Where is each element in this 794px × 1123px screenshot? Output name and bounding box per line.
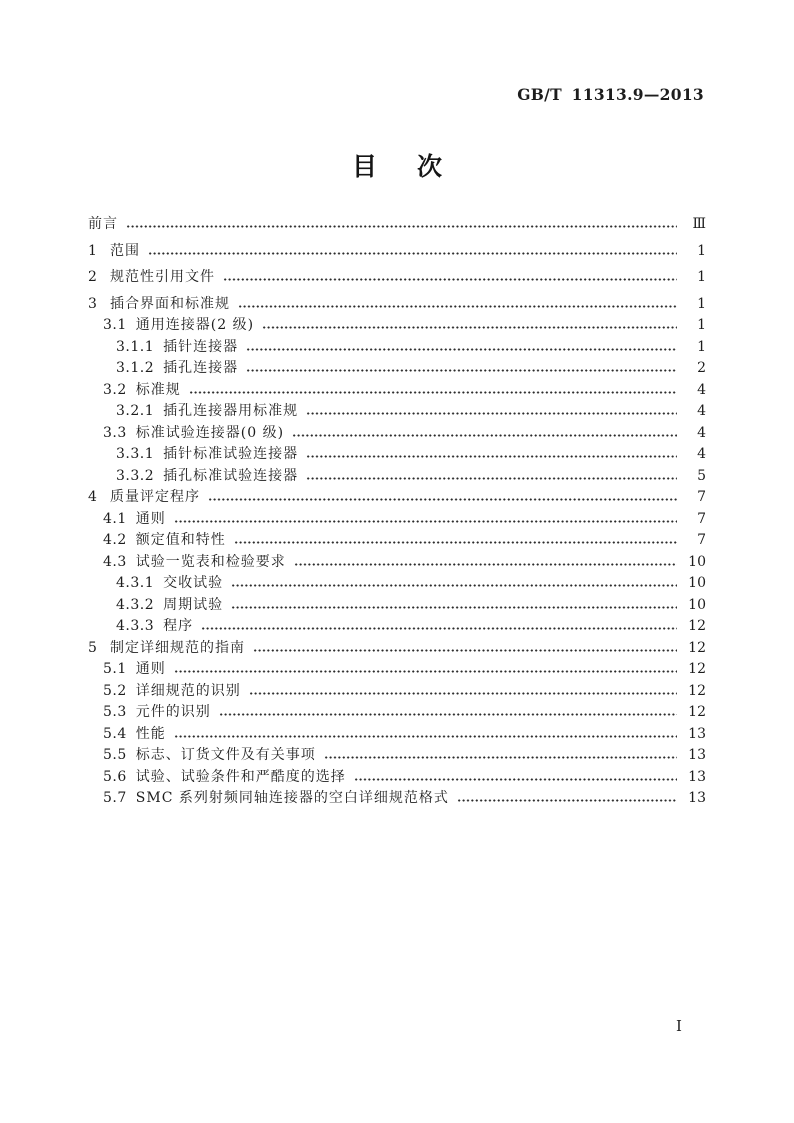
- toc-leader-dots: [306, 476, 677, 481]
- toc-entry-number: 3.1: [103, 317, 127, 333]
- toc-leader-dots: [219, 712, 677, 717]
- toc-entry-page: 12: [688, 639, 706, 656]
- toc-entry-label: 性能: [135, 725, 166, 742]
- toc-entry: [88, 267, 706, 289]
- toc-leader-dots: [249, 691, 677, 696]
- toc-leader-dots: [231, 605, 677, 610]
- toc-entry-number: 4.3.3: [116, 618, 155, 634]
- toc-entry-number: 4.3.2: [116, 596, 155, 613]
- toc-entry-number: 3: [88, 295, 98, 312]
- toc-entry-number: 5.7: [103, 790, 127, 806]
- toc-entry-number: 4: [88, 489, 98, 505]
- toc-entry: [88, 767, 706, 789]
- toc-entry-label: 制定详细规范的指南: [110, 639, 245, 656]
- toc-entry-number: 3.2.1: [116, 403, 155, 419]
- toc-entry-number: 3.2: [103, 381, 127, 398]
- toc-entry-number: 3.3.2: [116, 467, 155, 484]
- toc-entry-label: 周期试验: [163, 596, 224, 613]
- toc-entry: [88, 702, 706, 724]
- toc-entry: [88, 466, 706, 488]
- toc-leader-dots: [189, 390, 677, 395]
- toc-entry-number: 5.1: [103, 661, 127, 677]
- toc-entry-label: 元件的识别: [135, 704, 211, 720]
- toc-entry-number: 4.2: [103, 532, 127, 548]
- toc-leader-dots: [246, 347, 677, 352]
- toc-entry-page: 4: [697, 381, 706, 398]
- toc-entry-label: 插合界面和标准规: [110, 295, 230, 312]
- toc-entry-number: 5.3: [103, 704, 127, 720]
- toc-entry-page: 1: [697, 295, 706, 312]
- toc-entry-label: 额定值和特性: [135, 532, 226, 548]
- toc-entry-label: 试验、试验条件和严酷度的选择: [135, 768, 346, 785]
- toc-entry-page: 5: [697, 467, 706, 484]
- folio-page-number: I: [676, 1017, 683, 1035]
- toc-entry-page: 1: [697, 269, 706, 285]
- toc-entry-number: 5: [88, 639, 98, 656]
- toc-entry-number: 3.1.1: [116, 338, 155, 355]
- toc-entry-number: 3.1.2: [116, 360, 155, 376]
- toc-leader-dots: [231, 583, 677, 588]
- toc-leader-dots: [126, 224, 677, 229]
- toc-entry: [88, 681, 706, 703]
- toc-entry-page: 4: [697, 424, 706, 441]
- toc-entry-page: 10: [688, 553, 706, 570]
- toc-entry-page: 7: [697, 510, 706, 527]
- toc-entry: [88, 337, 706, 359]
- toc-entry-page: 4: [697, 446, 706, 462]
- toc-entry-label: 插孔连接器: [163, 360, 239, 376]
- toc-entry: [88, 509, 706, 531]
- toc-entry-page: 12: [688, 682, 706, 699]
- toc-leader-dots: [223, 277, 677, 282]
- toc-leader-dots: [174, 519, 677, 524]
- toc-entry-label: 插针标准试验连接器: [163, 446, 299, 462]
- toc-entry-label: 质量评定程序: [110, 489, 200, 505]
- toc-entry-page: 13: [688, 790, 706, 806]
- toc-entry-label: 详细规范的识别: [135, 682, 241, 699]
- toc-entry-number: 4.3.1: [116, 575, 155, 591]
- toc-entry-number: 2: [88, 269, 98, 285]
- toc-entry: [88, 487, 706, 509]
- toc-entry: [88, 595, 706, 617]
- toc-entry-page: 10: [688, 575, 706, 591]
- toc-entry: [88, 401, 706, 423]
- toc-entry: [88, 241, 706, 263]
- toc-entry-page: 2: [697, 360, 706, 376]
- toc-entry-label: 标准试验连接器(0 级): [135, 424, 285, 441]
- toc-entry-label: 通用连接器(2 级): [135, 317, 255, 333]
- toc-entry: [88, 724, 706, 746]
- toc-entry-number: 5.6: [103, 768, 127, 785]
- toc-leader-dots: [238, 304, 677, 309]
- toc-entry-page: 13: [688, 768, 706, 785]
- toc-entry: [88, 530, 706, 552]
- toc-entry: [88, 358, 706, 380]
- toc-entry-label: 插孔连接器用标准规: [163, 403, 299, 419]
- toc-leader-dots: [201, 626, 677, 631]
- toc-leader-dots: [148, 251, 677, 256]
- toc-entry: [88, 788, 706, 810]
- toc-entry-label: 插孔标准试验连接器: [163, 467, 299, 484]
- toc-entry: [88, 638, 706, 660]
- toc-entry: [88, 214, 706, 236]
- toc-leader-dots: [253, 648, 677, 653]
- toc-entry: [88, 616, 706, 638]
- toc-entry-label: 程序: [163, 618, 194, 634]
- toc-leader-dots: [234, 540, 677, 545]
- toc-leader-dots: [306, 454, 677, 459]
- toc-entry-label: 标志、订货文件及有关事项: [135, 747, 316, 763]
- toc-leader-dots: [292, 433, 677, 438]
- toc-entry: [88, 659, 706, 681]
- toc-entry-page: 1: [697, 242, 706, 259]
- toc-entry-label: 标准规: [135, 381, 181, 398]
- toc-entry-number: 1: [88, 242, 98, 259]
- standard-number: GB/T 11313.9—2013: [517, 85, 704, 104]
- toc-entry: [88, 423, 706, 445]
- toc-leader-dots: [208, 497, 677, 502]
- toc-entry-page: 10: [688, 596, 706, 613]
- toc-entry-number: 5.2: [103, 682, 127, 699]
- toc-entry-number: 4.1: [103, 510, 127, 527]
- toc-entry-page: 13: [688, 725, 706, 742]
- toc-entry-page: 12: [688, 704, 706, 720]
- toc-entry-label: 试验一览表和检验要求: [135, 553, 286, 570]
- page-title-char-left: 目: [351, 152, 377, 181]
- toc-leader-dots: [174, 734, 677, 739]
- toc-entry: [88, 745, 706, 767]
- toc-entry-number: 5.5: [103, 747, 127, 763]
- page-title-char-right: 次: [417, 152, 443, 181]
- toc-entry-label: 范围: [110, 242, 140, 259]
- toc-entry-page: 7: [697, 532, 706, 548]
- toc-leader-dots: [354, 777, 677, 782]
- toc-leader-dots: [457, 798, 677, 803]
- table-of-contents: [88, 214, 706, 810]
- toc-entry-page: 7: [697, 489, 706, 505]
- toc-entry-label: 通则: [135, 510, 166, 527]
- toc-entry: [88, 380, 706, 402]
- toc-entry-page: 12: [688, 618, 706, 634]
- toc-entry-label: 前言: [88, 216, 118, 232]
- toc-entry-page: 4: [697, 403, 706, 419]
- toc-entry-label: 交收试验: [163, 575, 224, 591]
- toc-entry: [88, 573, 706, 595]
- toc-entry-page: 12: [688, 661, 706, 677]
- toc-entry-page: Ⅲ: [692, 216, 706, 232]
- page-title: [0, 147, 794, 183]
- toc-entry: [88, 294, 706, 316]
- toc-entry-number: 3.3: [103, 424, 127, 441]
- toc-entry: [88, 315, 706, 337]
- toc-entry-page: 13: [688, 747, 706, 763]
- toc-entry-number: 5.4: [103, 725, 127, 742]
- toc-leader-dots: [324, 755, 677, 760]
- toc-entry-label: 插针连接器: [163, 338, 239, 355]
- toc-leader-dots: [246, 368, 677, 373]
- toc-entry-label: SMC 系列射频同轴连接器的空白详细规范格式: [135, 790, 449, 806]
- toc-leader-dots: [174, 669, 677, 674]
- toc-leader-dots: [294, 562, 677, 567]
- toc-entry-number: 3.3.1: [116, 446, 155, 462]
- toc-entry: [88, 552, 706, 574]
- toc-entry-number: 4.3: [103, 553, 127, 570]
- toc-entry-label: 通则: [135, 661, 166, 677]
- toc-entry: [88, 444, 706, 466]
- toc-leader-dots: [262, 325, 677, 330]
- toc-entry-label: 规范性引用文件: [110, 269, 215, 285]
- toc-leader-dots: [306, 411, 677, 416]
- toc-entry-page: 1: [697, 317, 706, 333]
- toc-entry-page: 1: [697, 338, 706, 355]
